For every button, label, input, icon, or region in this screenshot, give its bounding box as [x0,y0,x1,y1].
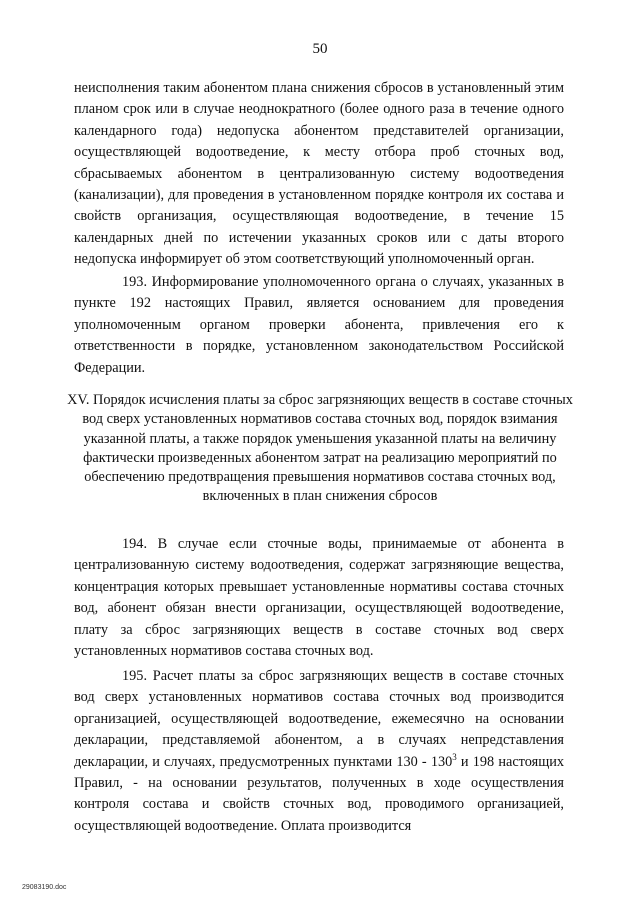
paragraph-195 [74,666,564,837]
paragraph-continued-text: неисполнения таким абонентом плана снижения сбросов в установленный этим планом срок или в случае неоднократного (более одного раза в течение одного календарного года) недопуска абонентом представителей организации, осуществляющей водоотведение, к месту отбора проб сточных вод, сбрасываемых абонентом в централизованную систему водоотведения (канализации), для проведения в установленном порядке контроля их состава и свойств организация, осуществляющая водоотведение, в течение 15 календарных дней по истечении указанных сроков или с даты второго недопуска информирует об этом соответствующий уполномоченный орган. [74,80,564,268]
paragraph-195-superscript: 3 [452,751,457,762]
paragraph-193-text: 193. Информирование уполномоченного органа о случаях, указанных в пункте 192 настоящих Правил, является основанием для проведения уполномоченным органом проверки абонента, привлечения его к ответственности в порядке, установленном законодательством Российской Федерации. [74,274,564,376]
page-number: 50 [312,41,328,57]
paragraph-195-part1: 195. Расчет платы за сброс загрязняющих веществ в составе сточных вод сверх установленных нормативов состава сточных вод производится организацией, осуществляющей водоотведение, ежемесячно на основании декларации, представляемой абонентом, а в случаях непредставления декларации, и случаях, предусмотренных пунктами 130 - 130 [74,668,564,770]
paragraph-194-text: 194. В случае если сточные воды, принимаемые от абонента в централизованную систему водоотведения, содержат загрязняющие вещества, концентрация которых превышает установленные нормативы состава сточных вод, абонент обязан внести организации, осуществляющей водоотведение, плату за сброс загрязняющих веществ в составе сточных вод сверх установленных нормативов состава сточных вод. [74,536,564,660]
paragraph-195-part2: и 198 настоящих Правил, - на основании результатов, полученных в ходе осуществления контроля состава и свойств сточных вод, проводимого организацией, осуществляющей водоотведение. Оплата производится [74,753,564,834]
paragraph-continued [74,78,564,271]
footer-filename: 29083190.doc [22,884,67,891]
paragraph-194 [74,534,564,662]
paragraph-193 [74,272,564,379]
section-heading: XV. Порядок исчисления платы за сброс загрязняющих веществ в составе сточных вод сверх установленных нормативов состава сточных вод, порядок взимания указанной платы, а также порядок уменьшения указанной платы на величину фактически произведенных абонентом затрат на реализацию мероприятий по обеспечению предотвращения превышения нормативов состава сточных вод, включенных в план снижения сбросов [67,392,573,505]
paragraph-195-text [74,666,564,837]
